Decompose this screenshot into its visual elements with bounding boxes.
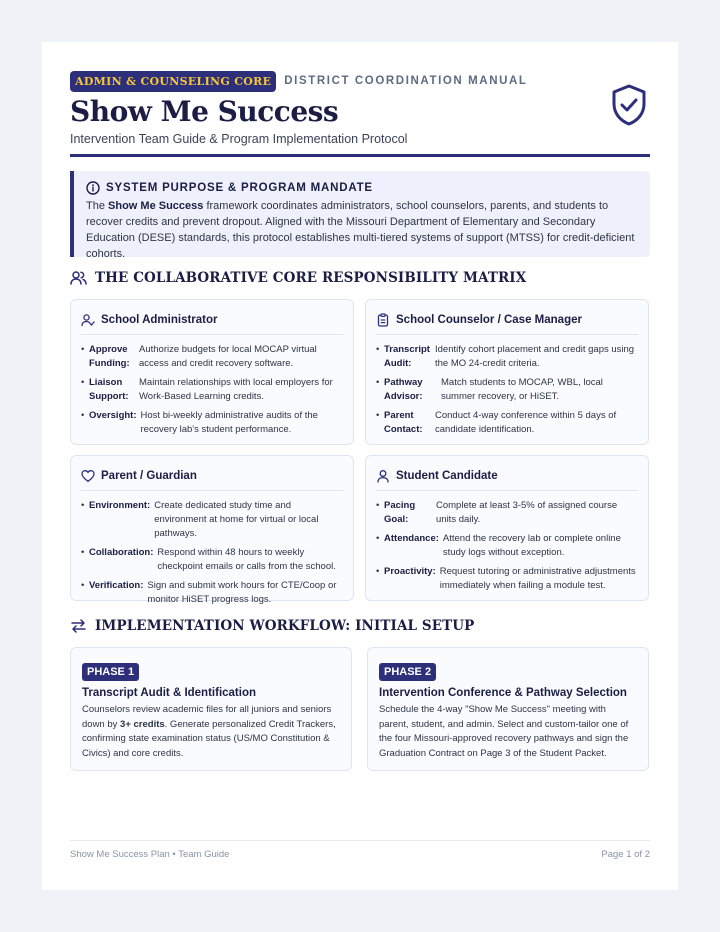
list-item: • Liaison Support: Maintain relationships with local employers for Work-Based Learning credits. xyxy=(81,376,343,404)
item-text: Attend the recovery lab or complete online study logs without exception. xyxy=(442,533,621,558)
swap-arrows-icon xyxy=(70,618,87,634)
item-label: Pathway Advisor: xyxy=(384,377,423,402)
phase-body xyxy=(379,703,637,761)
item-text: Request tutoring or administrative adjustments immediately when failing a module test. xyxy=(439,566,636,591)
mandate-callout xyxy=(70,171,650,260)
callout-bold: Show Me Success xyxy=(108,200,204,212)
card-header xyxy=(81,305,343,335)
card-header xyxy=(376,305,638,335)
page-number: Page 1 of 2 xyxy=(601,849,650,860)
callout-heading-text: SYSTEM PURPOSE & PROGRAM MANDATE xyxy=(106,182,373,194)
item-label: Verification: xyxy=(89,580,144,591)
phase-card-2 xyxy=(367,647,649,771)
page-title: Show Me Success xyxy=(70,95,339,128)
list-item: • Pacing Goal: Complete at least 3-5% of assigned course units daily. xyxy=(376,499,638,527)
item-text: Sign and submit work hours for CTE/Coop or monitor HiSET progress logs. xyxy=(147,580,337,605)
item-label: Pacing Goal: xyxy=(384,500,416,525)
list-item: • Parent Contact: Conduct 4-way conference within 5 days of candidate identification. xyxy=(376,409,638,437)
phase-body xyxy=(82,703,340,761)
card-title: School Counselor / Case Manager xyxy=(396,313,582,326)
list-item: • Pathway Advisor: Match students to MOCAP, WBL, local summer recovery, or HiSET. xyxy=(376,376,638,404)
phase-title: Intervention Conference & Pathway Selection xyxy=(379,687,627,699)
item-text: Respond within 48 hours to weekly checkpoint emails or calls from the school. xyxy=(157,547,336,572)
item-label: Attendance: xyxy=(384,533,439,544)
card-header xyxy=(376,461,638,491)
item-text: Maintain relationships with local employers for Work-Based Learning credits. xyxy=(139,377,333,402)
item-text: Complete at least 3-5% of assigned course units daily. xyxy=(436,500,618,525)
card-header xyxy=(81,461,343,491)
page-header xyxy=(70,70,650,146)
user-check-icon xyxy=(81,313,95,327)
phase-body-text: Schedule the 4-way "Show Me Success" meeting with parent, student, and admin. Select and custom-tailor one of the four Missouri-approved recovery pathways and sign the Graduation Contract on Page 3 of the Student Packet. xyxy=(379,704,629,759)
user-icon xyxy=(376,469,390,483)
phase-body-text: Counselors review academic files for all juniors and seniors down by xyxy=(82,704,332,730)
shield-check-icon xyxy=(610,84,648,126)
callout-lead: The xyxy=(86,200,109,212)
item-text: Conduct 4-way conference within 5 days of candidate identification. xyxy=(435,410,617,435)
workflow-heading-text: IMPLEMENTATION WORKFLOW: INITIAL SETUP xyxy=(95,618,475,634)
card-title: Parent / Guardian xyxy=(101,469,197,482)
list-item: • Approve Funding: Authorize budgets for local MOCAP virtual access and credit recovery software. xyxy=(81,343,343,371)
item-text: Identify cohort placement and credit gaps using the MO 24-credit criteria. xyxy=(435,344,635,369)
item-label: Approve Funding: xyxy=(89,344,130,369)
item-text: Match students to MOCAP, WBL, local summer recovery, or HiSET. xyxy=(441,377,603,402)
list-item: • Oversight: Host bi-weekly administrative audits of the recovery lab's student performance. xyxy=(81,409,343,437)
item-text: Create dedicated study time and environment at home for virtual or local pathways. xyxy=(154,500,319,539)
item-text: Authorize budgets for local MOCAP virtual access and credit recovery software. xyxy=(139,344,317,369)
page-footer xyxy=(70,840,650,860)
eyebrow-text: DISTRICT COORDINATION MANUAL xyxy=(284,75,528,87)
item-label: Proactivity: xyxy=(384,566,436,577)
item-label: Liaison Support: xyxy=(89,377,129,402)
workflow-heading xyxy=(70,618,474,634)
list-item: • Environment: Create dedicated study time and environment at home for virtual or local pathways. xyxy=(81,499,343,541)
role-card-counselor xyxy=(365,299,649,445)
users-icon xyxy=(70,270,87,286)
list-item: • Attendance: Attend the recovery lab or complete online study logs without exception. xyxy=(376,532,638,560)
item-label: Oversight: xyxy=(89,410,137,421)
card-title: School Administrator xyxy=(101,313,218,326)
phase-badge: PHASE 2 xyxy=(379,663,436,681)
phase-badge: PHASE 1 xyxy=(82,663,139,681)
list-item: • Collaboration: Respond within 48 hours to weekly checkpoint emails or calls from the school. xyxy=(81,546,343,574)
phase-body-bold: 3+ credits xyxy=(120,718,165,730)
document-page xyxy=(42,42,678,890)
matrix-heading-text: THE COLLABORATIVE CORE RESPONSIBILITY MATRIX xyxy=(95,270,527,286)
role-card-student xyxy=(365,455,649,601)
callout-heading xyxy=(86,181,636,195)
phase-body-text: . Generate personalized Credit Trackers, confirming state examination status (US/MO Constitution & Civics) and core credits. xyxy=(82,718,336,759)
info-icon xyxy=(86,181,100,195)
footer-left: Show Me Success Plan • Team Guide xyxy=(70,849,230,860)
heart-icon xyxy=(81,469,95,483)
phase-card-1 xyxy=(70,647,352,771)
role-card-parent xyxy=(70,455,354,605)
role-card-administrator xyxy=(70,299,354,445)
page-subtitle: Intervention Team Guide & Program Implementation Protocol xyxy=(70,132,408,146)
matrix-heading xyxy=(70,270,526,286)
phase-title: Transcript Audit & Identification xyxy=(82,687,256,699)
list-item: • Transcript Audit: Identify cohort placement and credit gaps using the MO 24-credit criteria. xyxy=(376,343,638,371)
eyebrow-row xyxy=(70,70,650,92)
callout-body xyxy=(86,198,636,262)
category-tag: ADMIN & COUNSELING CORE xyxy=(70,71,276,92)
callout-text: framework coordinates administrators, school counselors, parents, and students to recover credits and prevent dropout. Aligned with the Missouri Department of Elementary and Secondary Education (DESE) standards, this protocol establishes multi-tiered systems of support (MTSS) for credit-deficient cohorts. xyxy=(86,200,635,260)
list-item: • Proactivity: Request tutoring or administrative adjustments immediately when failing a module test. xyxy=(376,565,638,593)
item-label: Parent Contact: xyxy=(384,410,423,435)
item-text: Host bi-weekly administrative audits of the recovery lab's student performance. xyxy=(140,410,318,435)
item-label: Environment: xyxy=(89,500,151,511)
clipboard-icon xyxy=(376,313,390,327)
item-label: Collaboration: xyxy=(89,547,154,558)
header-divider xyxy=(70,154,650,157)
card-title: Student Candidate xyxy=(396,469,498,482)
item-label: Transcript Audit: xyxy=(384,344,430,369)
list-item: • Verification: Sign and submit work hours for CTE/Coop or monitor HiSET progress logs. xyxy=(81,579,343,607)
